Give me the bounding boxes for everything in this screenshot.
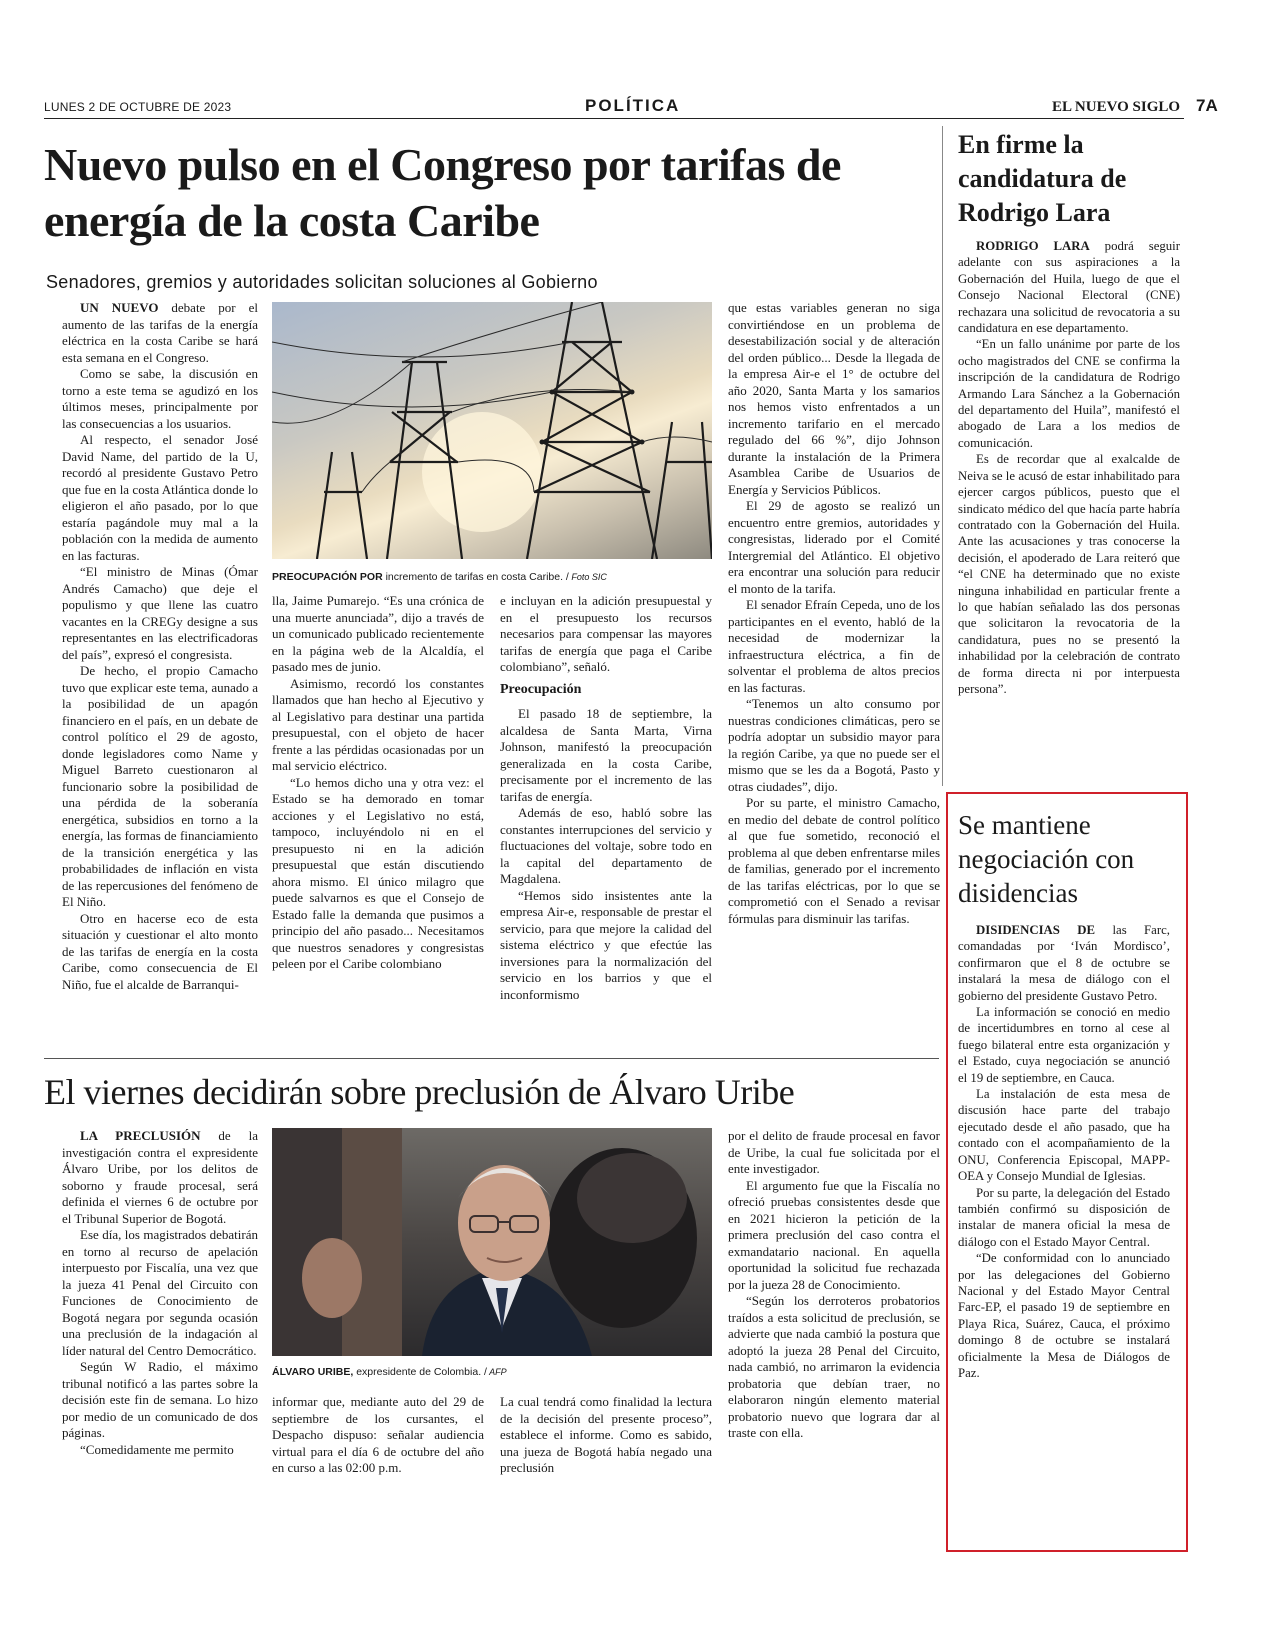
paragraph: “De conformidad con lo anunciado por las delegaciones del Gobierno Nacional y del Estado Mayor Central Farc-EP, el pasado 19 de septiembre en Playa Rica, Suárez, Cauca, el próximo domingo 8 de octubre se instalará oficialmente la Mesa de Diálogos de Paz. <box>958 1251 1170 1380</box>
disidencias-headline: Se mantiene negociación con disidencias <box>958 810 1135 908</box>
main-subheadline: Senadores, gremios y autoridades solicitan soluciones al Gobierno <box>46 272 598 292</box>
paragraph: Por su parte, el ministro Camacho, en medio del debate de control político al que fue sometido, reconoció el problema al que deben enfrentarse miles de familias, generado por el incremento de las tarifas eléctricas, por lo que se comprometió con el Senado a revisar fórmulas para disminuir las tarifas. <box>728 795 940 926</box>
main-column-4 <box>728 300 940 927</box>
paragraph: La información se conoció en medio de incertidumbres en torno al cese al fuego bilateral entre esta organización y el Estado, cuya negociación se anunció el 19 de septiembre, en Cauca. <box>958 1005 1170 1085</box>
column-divider <box>942 126 943 786</box>
paragraph: “Según los derroteros probatorios traídos a esta solicitud de preclusión, se advierte que nada cambió la postura que adoptó la jueza 28 Penal del Circuito, nada cambió, no arrimaron la evidencia probatoria que debían traer, no elaboraron ningún elemento material probatorio nuevo que lograra dar al traste con ella. <box>728 1293 940 1440</box>
disidencias-column <box>958 922 1170 1381</box>
paragraph: “Comedidamente me permito <box>80 1441 234 1457</box>
uribe-column-2 <box>272 1394 484 1477</box>
paragraph: El 29 de agosto se realizó un encuentro entre gremios, autoridades y congresistas, liderado por el Comité Intergremial del Atlántico. El objetivo era encontrar una solución para reducir el monto de la tarifa. <box>728 498 940 596</box>
paragraph: El senador Efraín Cepeda, uno de los participantes en el evento, habló de la necesidad de modernizar la infraestructura eléctrica, a fin de solventar el problema de altos precios en las facturas. <box>728 597 940 695</box>
uribe-photo <box>272 1128 712 1356</box>
paragraph: De hecho, el propio Camacho tuvo que explicar este tema, aunado a la posibilidad de un apagón financiero en el país, en un debate de control político el 29 de agosto, donde legisladores como Name y Miguel Barreto cuestionaron al funcionario sobre la posibilidad de una pérdida de la soberanía energética, subsidios en torno a la energía, las formas de financiamiento de la transición energética y las probabilidades de inflación en vista de las repercusiones del fenómeno de El Niño. <box>62 663 258 909</box>
paragraph: podrá seguir adelante con sus aspiraciones a la Gobernación del Huila, luego de que el Consejo Nacional Electoral (CNE) rechazara una solicitud de revocatoria a su candidatura en ese departamento. <box>958 239 1180 336</box>
paragraph: Por su parte, la delegación del Estado también confirmó su disposición de instalar de manera oficial la mesa de diálogo con el Estado Mayor Central. <box>958 1185 1170 1249</box>
page-number: 7A <box>1196 96 1218 115</box>
paper-name: EL NUEVO SIGLO <box>1052 99 1181 115</box>
story-separator <box>44 1058 939 1059</box>
paragraph: “En un fallo unánime por parte de los ocho magistrados del CNE se confirma la inscripción de la candidatura de Rodrigo Armando Lara Sánchez a la Gobernación del departamento del Huila”, manifestó el abogado de Lara a los medios de comunicación. <box>958 337 1180 450</box>
header-date: LUNES 2 DE OCTUBRE DE 2023 <box>44 100 232 114</box>
paragraph: El pasado 18 de septiembre, la alcaldesa de Santa Marta, Virna Johnson, manifestó la preocupación generalizada en la costa Caribe, precisamente por el incremento de las tarifas de energía. <box>500 706 712 804</box>
paragraph: Además de eso, habló sobre las constantes interrupciones del servicio y fluctuaciones del voltaje, sobre todo en la capital del departamento de Magdalena. <box>500 805 712 886</box>
paragraph: Es de recordar que al exalcalde de Neiva se le acusó de estar inhabilitado para ejercer cargos públicos, puesto que el sindicato médico del que hacía parte habría contratado con la Gobernación del Huila. Ante las acusaciones y tras conocerse la decisión, el apoderado de Lara reiteró que “el CNE ha determinado que no existe ninguna inhabilidad en particular frente a lo que habían señalado las dos personas que solicitaron la revocatoria de la candidatura, pues no se presentó la inhabilidad por la celebración de contrato de forma directa ni por interpuesta persona”. <box>958 452 1180 696</box>
lead-in: UN NUEVO <box>80 300 159 315</box>
paragraph: “El ministro de Minas (Ómar Andrés Camacho) que deje el populismo y que llene las cuatro vacantes en la CREGy designe a sus representantes en las electrificadoras del país”, expresó el congresista. <box>62 564 258 662</box>
lead-in: DISIDENCIAS DE <box>976 923 1096 937</box>
paragraph: “Lo hemos dicho una y otra vez: el Estado se ha demorado en tomar acciones y el Legislativo no está, tampoco, incluyéndolo ni en el presupuesto ni en la adición presupuestal que están discutiendo ahora mismo. El único milagro que puede salvarnos es que el Consejo de Estado falle la demanda que pusimos a principio del año pasado... Necesitamos que nuestros senadores y congresistas peleen por el Caribe colombiano <box>272 774 484 971</box>
uribe-headline: El viernes decidirán sobre preclusión de Álvaro Uribe <box>44 1072 795 1112</box>
header-rule <box>44 118 1184 119</box>
paragraph: La cual tendrá como finalidad la lectura de la decisión del presente proceso”, establece el informe. Como es sabido, una jueza de Bogotá había negado una preclusión <box>500 1394 712 1475</box>
power-lines-photo <box>272 302 712 559</box>
paragraph: debate por el aumento de las tarifas de la energía eléctrica en la costa Caribe se hará esta semana en el Congreso. <box>62 300 258 365</box>
main-headline: Nuevo pulso en el Congreso por tarifas de energía de la costa Caribe <box>44 139 841 246</box>
paragraph: “Hemos sido insistentes ante la empresa Air-e, responsable de prestar el servicio, para que mejore la calidad del sistema eléctrico y que efectúe las inversiones para la normalización del servicio en los barrios y que el inconformismo <box>500 887 712 1002</box>
paragraph: informar que, mediante auto del 29 de septiembre de los cursantes, el Despacho dispuso: señalar audiencia virtual para el día 6 de octubre del año en curso a las 02:00 p.m. <box>272 1394 484 1475</box>
lara-headline: En firme la candidatura de Rodrigo Lara <box>958 130 1127 227</box>
paragraph: lla, Jaime Pumarejo. “Es una crónica de una muerte anunciada”, dijo a través de un comunicado publicado recientemente en la página web de la Alcaldía, el pasado mes de junio. <box>272 593 484 674</box>
lara-column <box>958 238 1180 697</box>
uribe-photo-caption: ÁLVARO URIBE, expresidente de Colombia. / AFP <box>272 1366 507 1378</box>
paragraph: las Farc, comandadas por ‘Iván Mordisco’, confirmaron que el 8 de octubre se instalará la mesa de diálogo con el gobierno del presidente Gustavo Petro. <box>958 923 1170 1003</box>
lead-in: RODRIGO LARA <box>976 239 1090 253</box>
power-towers-icon <box>272 302 712 559</box>
paragraph: “Tenemos un alto consumo por nuestras condiciones climáticas, pero se podría adoptar un subsidio mayor para la región Caribe, ya que no puede ser el mismo que se les da a Bogotá, Pasto y otras ciudades”, dijo. <box>728 696 940 794</box>
paragraph: Otro en hacerse eco de esta situación y cuestionar el alto monto de las tarifas de energía en la costa Caribe, como consecuencia de El Niño, fue el alcalde de Barranqui- <box>62 910 258 992</box>
paragraph: La instalación de esta mesa de discusión hace parte del trabajo ejecutado desde el año pasado, que ha contado con el acompañamiento de la ONU, Conferencia Episcopal, MAPP-OEA y Consejo Mundial de Iglesias. <box>958 1087 1170 1184</box>
main-photo-caption: PREOCUPACIÓN POR incremento de tarifas en costa Caribe. / Foto SIC <box>272 571 607 583</box>
section-subhead: Preocupación <box>500 681 582 697</box>
paragraph: que estas variables generan no siga convirtiéndose en un problema de desestabilización social y de alteración del orden público... Desde la llegada de la empresa Air-e el 1° de octubre del año 2020, Santa Marta y los samarios nos hemos visto enfrentados a un incremento tarifario en el mercado regulado del 66 %”, dijo Johnson durante la instalación de la Primera Asamblea Caribe de Usuarios de Energía y Servicios Públicos. <box>728 300 940 497</box>
person-portrait-icon <box>272 1128 712 1356</box>
paragraph: de la investigación contra el expresidente Álvaro Uribe, por los delitos de soborno y fraude procesal, será definida el viernes 6 de octubre por el Tribunal Superior de Bogotá. <box>62 1128 258 1226</box>
paragraph: Asimismo, recordó los constantes llamados que han hecho al Ejecutivo y al Legislativo para destinar una partida presupuestal, con el objeto de hacer frente a las pérdidas ocasionadas por un mal servicio eléctrico. <box>272 675 484 773</box>
paragraph: por el delito de fraude procesal en favor de Uribe, la cual fue solicitada por el ente investigador. <box>728 1128 940 1176</box>
main-column-3 <box>500 593 712 1003</box>
main-column-1 <box>62 300 258 993</box>
paragraph: e incluyan en la adición presupuestal y en el presupuesto los recursos necesarios para compensar las mayores tarifas de energía que paga el Caribe colombiano”, señaló. <box>500 593 712 674</box>
main-column-2 <box>272 593 484 973</box>
paragraph: Ese día, los magistrados debatirán en torno al recurso de apelación interpuesto por Fiscalía, una vez que la jueza 41 Penal del Circuito con Funciones de Conocimiento de Bogotá negara por segunda ocasión una preclusión de la indagación al líder natural del Centro Democrático. <box>62 1227 258 1358</box>
paragraph: Como se sabe, la discusión en torno a este tema se agudizó en los últimos meses, principalmente por las consecuencias a los usuarios. <box>62 366 258 431</box>
paragraph: El argumento fue que la Fiscalía no ofreció pruebas consistentes desde que en 2021 hicieron la petición de la primera preclusión del caso contra el exmandatario nacional. En aquella oportunidad la solicitud fue rechazada por la jueza 28 de Conocimiento. <box>728 1177 940 1292</box>
section-title: POLÍTICA <box>585 96 681 115</box>
lead-in: LA PRECLUSIÓN <box>80 1128 201 1143</box>
uribe-column-3 <box>500 1394 712 1477</box>
uribe-column-4 <box>728 1128 940 1442</box>
paragraph: Al respecto, el senador José David Name, del partido de la U, recordó al presidente Gustavo Petro que fue en la costa Atlántica donde lo eligieron el año pasado, por lo que estaría pagándole muy mal a la población con la medida de aumento en las facturas. <box>62 432 258 563</box>
paragraph: Según W Radio, el máximo tribunal notificó a las partes sobre la decisión este fin de semana. Lo hizo por medio de un comunicado de dos páginas. <box>62 1359 258 1440</box>
uribe-column-1 <box>62 1128 258 1458</box>
